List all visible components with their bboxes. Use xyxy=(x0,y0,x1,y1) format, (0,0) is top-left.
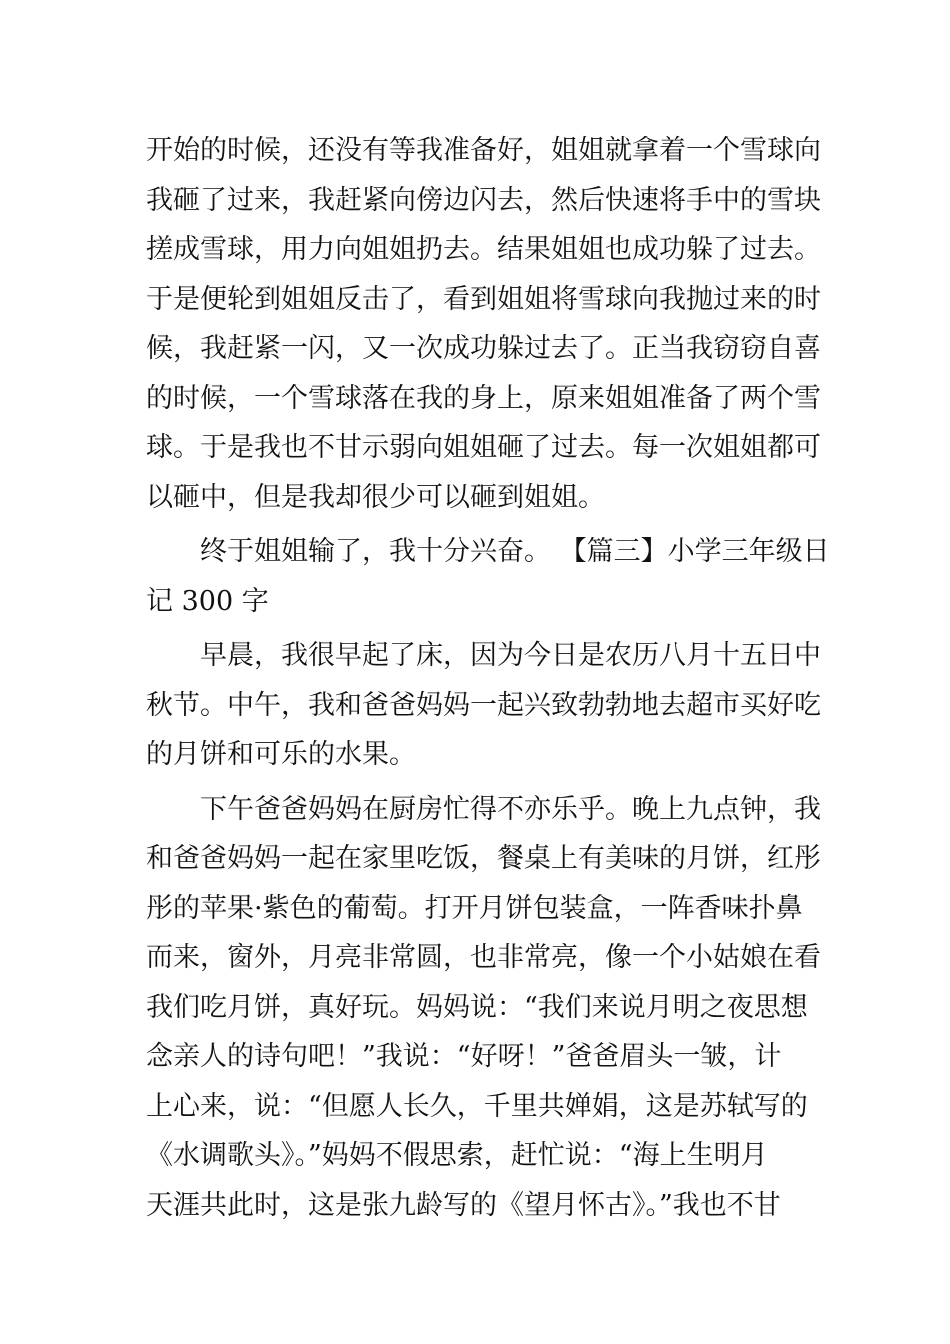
text-line: 我砸了过来，我赶紧向傍边闪去，然后快速将手中的雪块 xyxy=(146,184,821,216)
paragraph-first-line: 终于姐姐输了，我十分兴奋。 【篇三】小学三年级日 xyxy=(200,536,830,567)
text-line: 我们吃月饼，真好玩。妈妈说：“我们来说月明之夜思想 xyxy=(146,991,808,1023)
text-line: 记 300 字 xyxy=(146,585,269,617)
text-line: 念亲人的诗句吧！”我说：“好呀！”爸爸眉头一皱，计 xyxy=(146,1041,782,1072)
text-line: 和爸爸妈妈一起在家里吃饭，餐桌上有美味的月饼，红彤 xyxy=(146,843,821,874)
text-line: 天涯共此时，这是张九龄写的《望月怀古》。”我也不甘 xyxy=(146,1189,781,1221)
text-line: 彤的苹果·紫色的葡萄。打开月饼包装盒，一阵香味扑鼻 xyxy=(146,892,803,924)
document-body xyxy=(146,126,830,1230)
text-line: 开始的时候，还没有等我准备好，姐姐就拿着一个雪球向 xyxy=(146,135,821,166)
text-line: 而来，窗外，月亮非常圆，也非常亮，像一个小姑娘在看 xyxy=(146,942,821,973)
text-line: 球。于是我也不甘示弱向姐姐砸了过去。每一次姐姐都可 xyxy=(146,432,821,463)
text-line: 搓成雪球，用力向姐姐扔去。结果姐姐也成功躲了过去。 xyxy=(146,234,821,265)
text-line: 《水调歌头》。”妈妈不假思索，赶忙说：“海上生明月 xyxy=(146,1140,768,1171)
text-line: 的时候，一个雪球落在我的身上，原来姐姐准备了两个雪 xyxy=(146,382,821,414)
paragraph-first-line: 下午爸爸妈妈在厨房忙得不亦乐乎。晚上九点钟，我 xyxy=(200,793,821,825)
text-line: 候，我赶紧一闪，又一次成功躲过去了。正当我窃窃自喜 xyxy=(146,333,821,364)
text-line: 的月饼和可乐的水果。 xyxy=(146,739,416,770)
text-line: 秋节。中午，我和爸爸妈妈一起兴致勃勃地去超市买好吃 xyxy=(146,689,821,721)
text-line: 上心来，说：“但愿人长久，千里共婵娟，这是苏轼写的 xyxy=(146,1090,808,1122)
text-line: 于是便轮到姐姐反击了，看到姐姐将雪球向我抛过来的时 xyxy=(146,283,821,315)
text-line: 以砸中，但是我却很少可以砸到姐姐。 xyxy=(146,481,605,513)
paragraph-first-line: 早晨，我很早起了床，因为今日是农历八月十五日中 xyxy=(200,640,821,671)
